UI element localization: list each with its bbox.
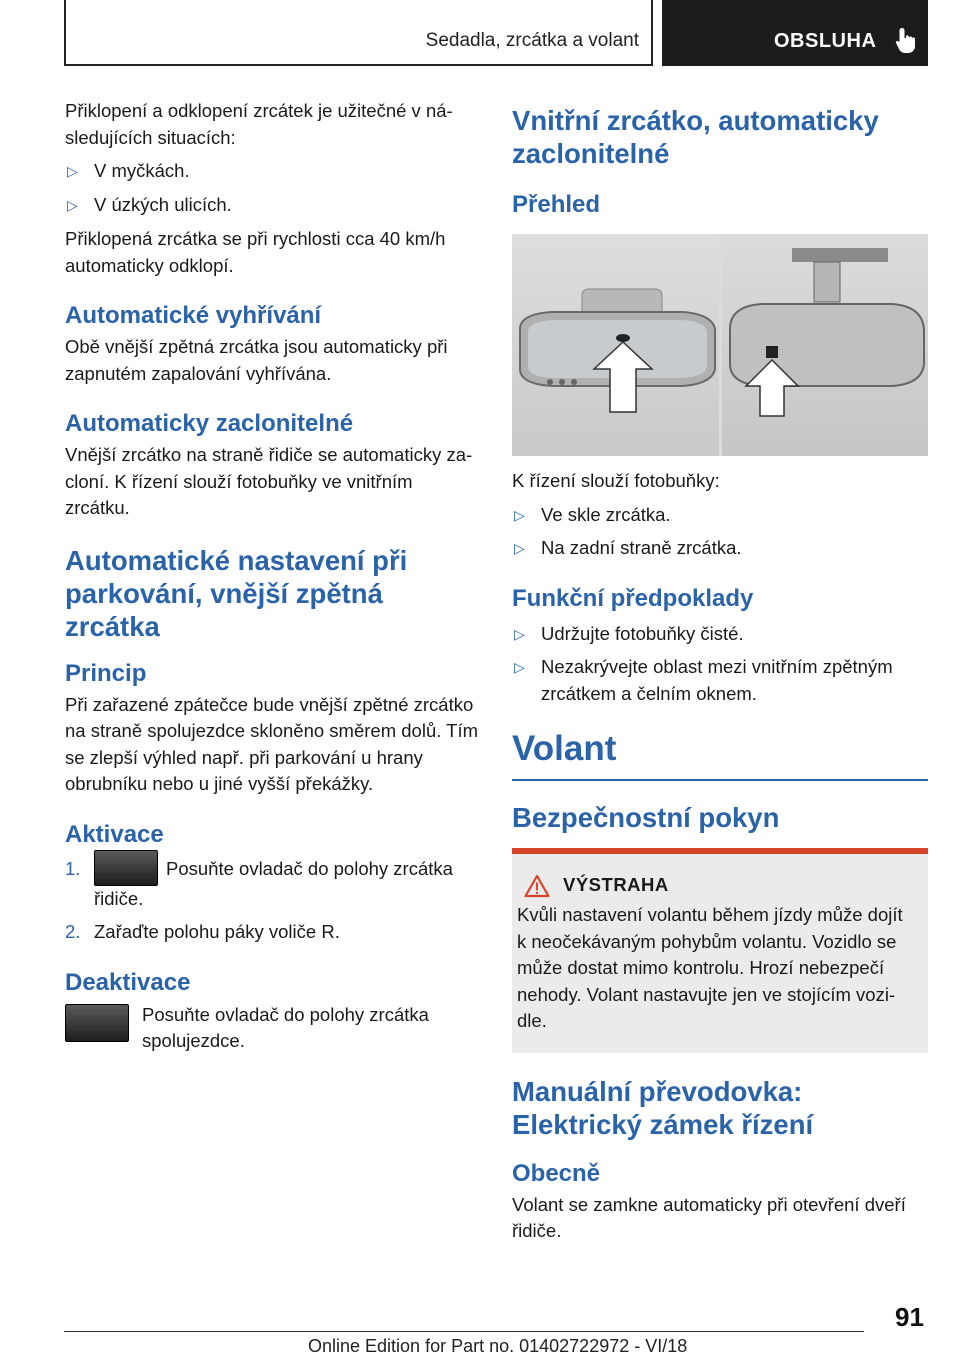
hand-pointer-icon bbox=[894, 26, 920, 54]
chapter-title: OBSLUHA bbox=[774, 30, 877, 52]
page-number: 91 bbox=[895, 1302, 924, 1332]
section-title: Sedadla, zrcátka a volant bbox=[425, 30, 639, 51]
warning-label: VÝSTRAHA bbox=[563, 874, 669, 895]
deactivation-block bbox=[65, 1002, 480, 1055]
warning-box bbox=[512, 848, 928, 1053]
right-column bbox=[512, 98, 928, 1245]
list-item: 2. Zařaďte polohu páky voliče R. bbox=[65, 921, 340, 942]
section-tab bbox=[64, 0, 653, 66]
footer bbox=[64, 1331, 928, 1332]
deactivation-text: Posuňte ovladač do polohy zrcátka spolujezdce. bbox=[142, 1003, 429, 1051]
deactivation-heading: Deaktivace bbox=[65, 968, 191, 996]
list-item: ▷ Ve skle zrcátka. bbox=[512, 502, 928, 529]
triangle-bullet-icon: ▷ bbox=[514, 540, 525, 556]
control-text: K řízení slouží fotobuňky: bbox=[512, 470, 720, 491]
dimming-heading: Automaticky zaclonitelné bbox=[65, 410, 354, 437]
mirror-front-image bbox=[512, 234, 719, 456]
triangle-bullet-icon: ▷ bbox=[514, 659, 525, 675]
intro-text: Přiklopení a odklopení zrcátek je užitečné v ná-sledujících situacích: bbox=[65, 100, 453, 148]
lock-heading: Manuální převodovka: Elektrický zámek řízení bbox=[512, 1075, 814, 1140]
mirror-switch-passenger-icon bbox=[65, 1004, 129, 1042]
triangle-bullet-icon: ▷ bbox=[514, 625, 525, 642]
safety-heading: Bezpečnostní pokyn bbox=[512, 802, 780, 833]
triangle-bullet-icon: ▷ bbox=[67, 163, 78, 179]
dimming-text: Vnější zrcátko na straně řidiče se automaticky za-cloní. K řízení slouží fotobuňky ve vnitřním zrcátku. bbox=[65, 444, 473, 518]
list-item: ▷ Na zadní straně zrcátka. bbox=[512, 535, 928, 562]
volant-heading: Volant bbox=[512, 729, 617, 768]
inner-mirror-heading: Vnitřní zrcátko, automaticky zaclonitelné bbox=[512, 105, 879, 169]
mirror-switch-driver-icon bbox=[94, 850, 158, 886]
list-item: 1. Posuňte ovladač do polohy zrcátka řidiče. bbox=[65, 856, 480, 913]
mirror-illustration bbox=[512, 234, 928, 456]
warning-triangle-icon bbox=[524, 874, 550, 898]
triangle-bullet-icon: ▷ bbox=[514, 506, 525, 523]
overview-heading: Přehled bbox=[512, 191, 601, 218]
list-item: ▷ V úzkých ulicích. bbox=[65, 192, 480, 219]
list-item: ▷ V myčkách. bbox=[65, 158, 480, 185]
intro-after-text: Přiklopená zrcátka se při rychlosti cca 40 km/h automaticky odklopí. bbox=[65, 228, 446, 276]
parking-heading: Automatické nastavení při parkování, vnější zpětná zrcátka bbox=[65, 544, 408, 642]
list-item: ▷ Nezakrývejte oblast mezi vnitřním zpětným zrcátkem a čelním oknem. bbox=[514, 656, 893, 704]
heating-text: Obě vnější zpětná zrcátka jsou automaticky při zapnutém zapalování vyhřívána. bbox=[65, 336, 448, 384]
footer-rule bbox=[64, 1331, 864, 1332]
principle-heading: Princip bbox=[65, 659, 147, 687]
page-header bbox=[64, 0, 928, 66]
warning-text: Kvůli nastavení volantu během jízdy může dojít k neočekávaným pohybům volantu. Vozidlo se může dostat mimo kontrolu. Hrozí nebezpečí nehody. Volant nastavujte jen ve stojícím vozi-dle. bbox=[517, 904, 903, 1031]
activation-heading: Aktivace bbox=[65, 820, 164, 848]
func-heading: Funkční předpoklady bbox=[512, 584, 754, 612]
edition-text: Online Edition for Part no. 01402722972 - VI/18 bbox=[308, 1336, 688, 1356]
triangle-bullet-icon: ▷ bbox=[67, 196, 78, 213]
heating-heading: Automatické vyhřívání bbox=[65, 302, 322, 329]
mirror-back-image bbox=[722, 234, 928, 456]
general-heading: Obecně bbox=[512, 1159, 601, 1187]
left-column bbox=[65, 98, 480, 1055]
general-text: Volant se zamkne automaticky při otevření dveří řidiče. bbox=[512, 1193, 906, 1241]
list-item: ▷ Udržujte fotobuňky čisté. bbox=[512, 621, 928, 648]
principle-text: Při zařazené zpátečce bude vnější zpětné zrcátko na straně spolujezdce skloněno směrem dolů. Tím se zlepší výhled např. při parkování u hrany obrubníku nebo u jiné vyšší překážky. bbox=[65, 693, 479, 794]
chapter-tab bbox=[662, 0, 928, 66]
